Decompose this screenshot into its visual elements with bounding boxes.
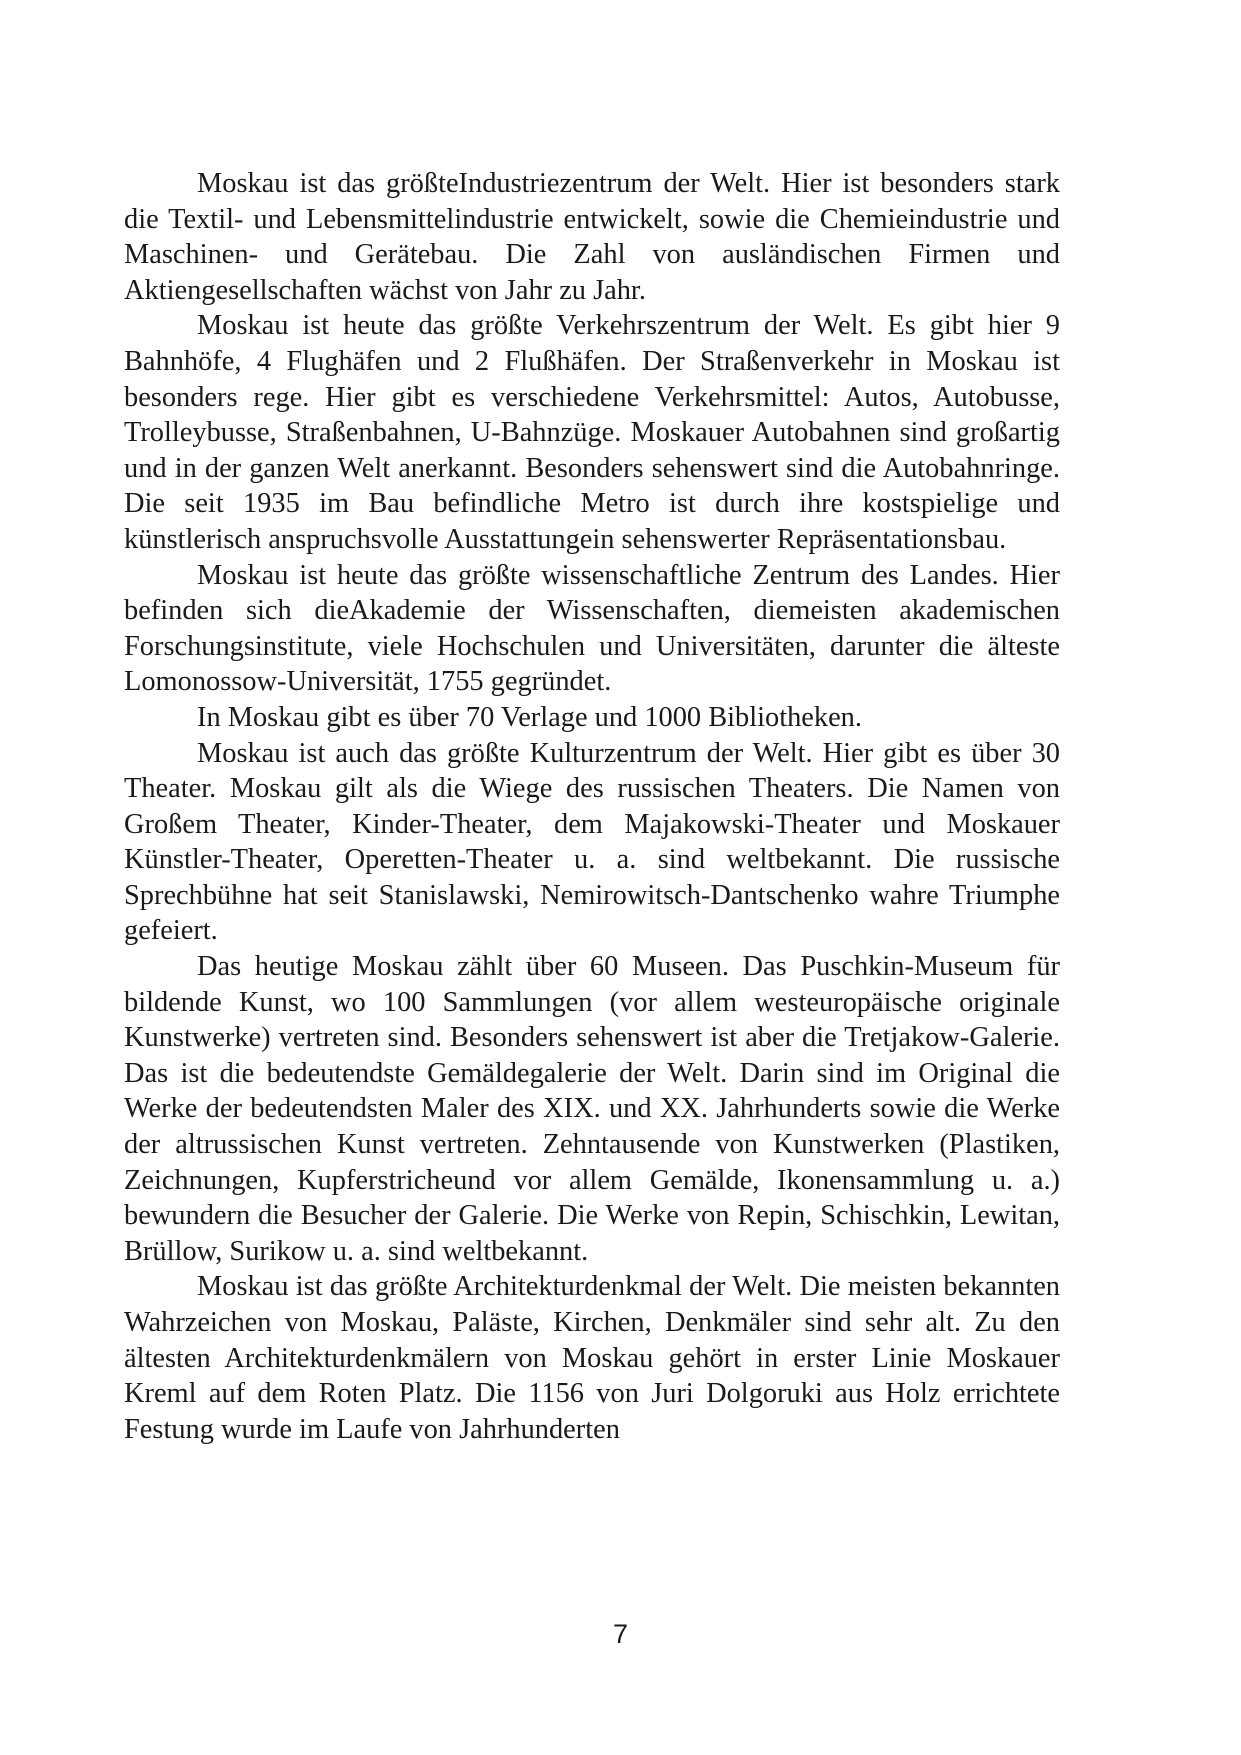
- body-text: [124, 166, 1060, 1447]
- paragraph-libraries: In Moskau gibt es über 70 Verlage und 1000 Bibliotheken.: [197, 701, 862, 733]
- paragraph-museums: Das heutige Moskau zählt über 60 Museen. Das Puschkin-Museum für bildende Kunst, wo 100 Sammlungen (vor allem westeuropäische originale Kunstwerke) vertreten sind. Besonders sehenswert ist aber die Tretjakow-Galerie. Das ist die bedeutendste Gemäldegalerie der Welt. Darin sind im Original die Werke der bedeutendsten Maler des XIX. und XX. Jahrhunderts sowie die Werke der altrussischen Kunst vertreten. Zehntausende von Kunstwerken (Plastiken, Zeichnungen, Kupferstricheund vor allem Gemälde, Ikonensammlung u. a.) bewundern die Besucher der Galerie. Die Werke von Repin, Schischkin, Lewitan, Brüllow, Surikow u. a. sind weltbekannt.: [124, 951, 1060, 1267]
- paragraph-industry: Moskau ist das größteIndustriezentrum der Welt. Hier ist besonders stark die Textil- und Lebensmittelindustrie entwickelt, sowie die Chemieindustrie und Maschinen- und Gerätebau. Die Zahl von ausländischen Firmen und Aktiengesellschaften wächst von Jahr zu Jahr.: [124, 168, 1060, 306]
- page-number: 7: [612, 1619, 629, 1649]
- paragraph-architecture: Moskau ist das größte Architekturdenkmal der Welt. Die meisten bekannten Wahrzeichen von Moskau, Paläste, Kirchen, Denkmäler sind sehr alt. Zu den ältesten Architekturdenkmälern von Moskau gehört in erster Linie Moskauer Kreml auf dem Roten Platz. Die 1156 von Juri Dolgoruki aus Holz errichtete Festung wurde im Laufe von Jahrhunderten: [124, 1271, 1060, 1445]
- paragraph-theater: Moskau ist auch das größte Kulturzentrum der Welt. Hier gibt es über 30 Theater. Moskau gilt als die Wiege des russischen Theaters. Die Namen von Großem Theater, Kinder-Theater, dem Majakowski-Theater und Moskauer Künstler-Theater, Operetten-Theater u. a. sind weltbekannt. Die russische Sprechbühne hat seit Stanislawski, Nemirowitsch-Dantschenko wahre Triumphe gefeiert.: [124, 737, 1060, 947]
- paragraph-transport: Moskau ist heute das größte Verkehrszentrum der Welt. Es gibt hier 9 Bahnhöfe, 4 Flughäfen und 2 Flußhäfen. Der Straßenverkehr in Moskau ist besonders rege. Hier gibt es verschiedene Verkehrsmittel: Autos, Autobusse, Trolleybusse, Straßenbahnen, U-Bahnzüge. Moskauer Autobahnen sind großartig und in der ganzen Welt anerkannt. Besonders sehenswert sind die Autobahnringe. Die seit 1935 im Bau befindliche Metro ist durch ihre kostspielige und künstlerisch anspruchsvolle Ausstattungein sehenswerter Repräsentationsbau.: [124, 310, 1060, 555]
- paragraph-science: Moskau ist heute das größte wissenschaftliche Zentrum des Landes. Hier befinden sich dieAkademie der Wissenschaften, diemeisten akademischen Forschungsinstitute, viele Hochschulen und Universitäten, darunter die älteste Lomonossow-Universität, 1755 gegründet.: [124, 559, 1060, 698]
